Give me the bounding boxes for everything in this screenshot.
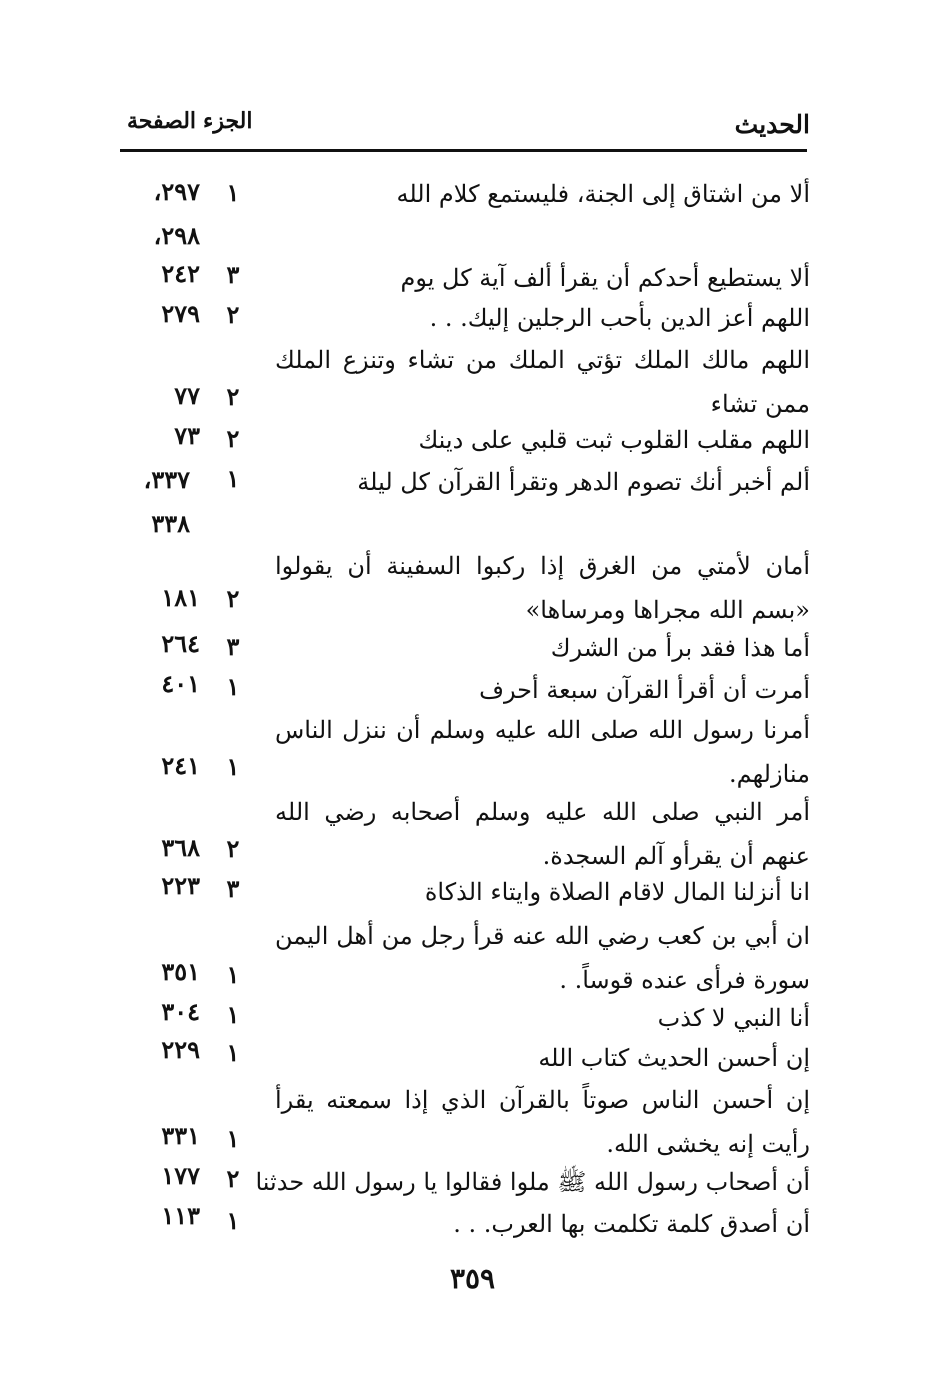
hadith-text: إن أحسن الحديث كتاب الله [538, 1044, 810, 1072]
page-reference: ٢٢٩ [161, 1035, 200, 1064]
hadith-text: أمر النبي صلى الله عليه وسلم أصحابه رضي الله عنهم أن يقرأو آلم السجدة. [275, 798, 810, 870]
hadith-text: ألم أخبر أنك تصوم الدهر وتقرأ القرآن كل ليلة [357, 468, 810, 496]
juz-number: ١ [226, 960, 240, 989]
juz-number: ٢ [226, 300, 240, 329]
page-reference: ٣٣٧، ٣٣٨ [143, 465, 190, 538]
page-reference: ٣٣١ [161, 1121, 200, 1150]
juz-number: ٣ [226, 260, 240, 289]
page-reference: ٤٠١ [161, 669, 200, 698]
page-reference: ٢٤٢ [161, 259, 200, 288]
hadith-text: ألا يستطيع أحدكم أن يقرأ ألف آية كل يوم [400, 264, 810, 292]
hadith-text: ان أبي بن كعب رضي الله عنه قرأ رجل من أهل اليمن سورة فرأى عنده قوساً. . [275, 922, 810, 994]
hadith-text: انا أنزلنا المال لاقام الصلاة وايتاء الذكاة [424, 878, 810, 906]
column-header-juz: الجزء [203, 108, 253, 134]
column-header-page: الصفحة [127, 108, 197, 134]
page-reference: ٢٢٣ [161, 871, 200, 900]
index-header [120, 108, 815, 148]
hadith-text: أمرت أن أقرأ القرآن سبعة أحرف [479, 676, 810, 704]
hadith-text: أمرنا رسول الله صلى الله عليه وسلم أن ننزل الناس منازلهم. [275, 716, 810, 788]
juz-number: ٢ [226, 382, 240, 411]
page-reference: ١٧٧ [161, 1161, 200, 1190]
hadith-text: أن أصدق كلمة تكلمت بها العرب. . . [453, 1210, 810, 1238]
page-reference: ٣٠٤ [161, 997, 200, 1026]
page-reference: ٧٣ [174, 421, 200, 450]
hadith-text: أمان لأمتي من الغرق إذا ركبوا السفينة أن يقولوا «بسم الله مجراها ومرساها» [275, 552, 810, 624]
juz-number: ١ [226, 178, 240, 207]
page-reference: ٢٤١ [161, 751, 200, 780]
page-reference: ١٨١ [161, 583, 200, 612]
juz-number: ٣ [226, 632, 240, 661]
hadith-text: ألا من اشتاق إلى الجنة، فليستمع كلام الله [396, 180, 810, 208]
page-reference: ٣٥١ [161, 957, 200, 986]
juz-number: ٢ [226, 1164, 240, 1193]
page-reference: ٢٦٤ [161, 629, 200, 658]
juz-number: ١ [226, 672, 240, 701]
juz-number: ٢ [226, 834, 240, 863]
header-divider [120, 149, 807, 152]
juz-number: ١ [226, 752, 240, 781]
hadith-text: اللهم مقلب القلوب ثبت قلبي على دينك [418, 426, 810, 454]
hadith-text: أن أصحاب رسول الله ﷺ ملوا فقالوا يا رسول الله حدثنا [255, 1168, 810, 1196]
page-reference: ٢٧٩ [161, 299, 200, 328]
juz-number: ٢ [226, 584, 240, 613]
page-reference: ٧٧ [174, 381, 200, 410]
hadith-text: أنا النبي لا كذب [657, 1004, 810, 1032]
juz-number: ٢ [226, 424, 240, 453]
juz-number: ١ [226, 1038, 240, 1067]
page-reference: ٣٦٨ [161, 833, 200, 862]
juz-number: ١ [226, 1000, 240, 1029]
page-reference: ٢٩٧، ٢٩٨، [153, 177, 200, 250]
juz-number: ٣ [226, 874, 240, 903]
hadith-text: إن أحسن الناس صوتاً بالقرآن الذي إذا سمعته يقرأ رأيت إنه يخشى الله. [275, 1086, 810, 1158]
page-number: ٣٥٩ [449, 1262, 496, 1295]
page-reference: ١١٣ [161, 1201, 200, 1230]
juz-number: ١ [226, 1206, 240, 1235]
hadith-text: اللهم أعز الدين بأحب الرجلين إليك. . . [429, 304, 810, 332]
juz-number: ١ [226, 1124, 240, 1153]
column-header-hadith: الحديث [734, 110, 810, 139]
juz-number: ١ [226, 464, 240, 493]
hadith-text: أما هذا فقد برأ من الشرك [550, 634, 810, 662]
hadith-text: اللهم مالك الملك تؤتي الملك من تشاء وتنزع الملك ممن تشاء [275, 346, 810, 418]
